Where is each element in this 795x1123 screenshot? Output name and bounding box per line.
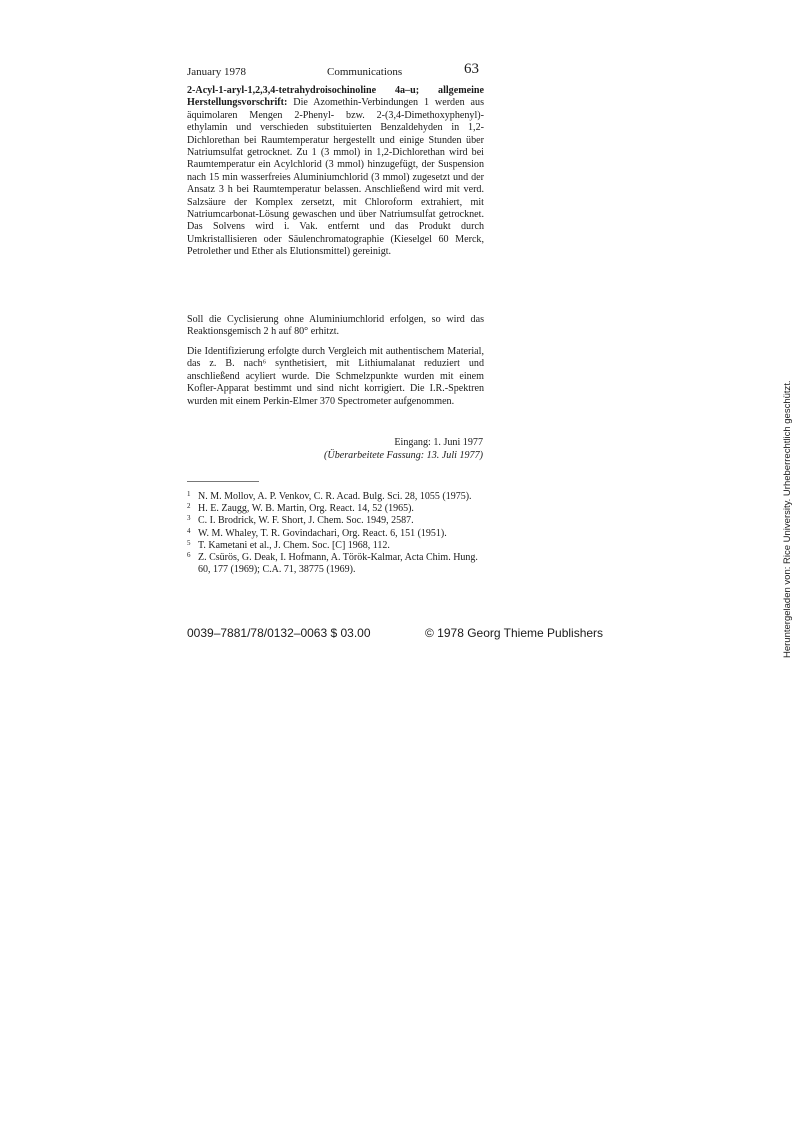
reference-list — [187, 491, 487, 576]
procedure-section — [187, 85, 484, 259]
page-header — [187, 63, 479, 79]
received-dates — [187, 437, 483, 462]
paragraph-2: Soll die Cyclisierung ohne Aluminiumchlorid erfolgen, so wird das Reaktionsgemisch 2 h auf 80° erhitzt. — [187, 314, 484, 338]
page-number: 63 — [464, 61, 479, 77]
footer-code: 0039–7881/78/0132–0063 $ 03.00 — [187, 626, 371, 640]
procedure-title: 2-Acyl-1-aryl-1,2,3,4-tetrahydroisochinoline 4a–u; allgemeine Herstellungsvorschrift: — [187, 85, 484, 109]
footnote-rule — [187, 481, 259, 482]
identification-paragraph — [187, 346, 484, 408]
reference-item: 1 N. M. Mollov, A. P. Venkov, C. R. Acad. Bulg. Sci. 28, 1055 (1975). — [187, 490, 472, 502]
header-date: January 1978 — [187, 66, 246, 78]
reference-item: 3 C. I. Brodrick, W. F. Short, J. Chem. Soc. 1949, 2587. — [187, 514, 414, 527]
download-notice-text: Heruntergeladen von: Rice University. Urheberrechtlich geschützt. — [782, 380, 793, 658]
reference-item: 5 T. Kametani et al., J. Chem. Soc. [C] 1968, 112. — [187, 538, 390, 551]
header-journal: Communications — [327, 66, 403, 78]
cyclisation-paragraph — [187, 314, 484, 339]
received-line: Eingang: 1. Juni 1977 — [394, 437, 483, 448]
reference-item: 2 H. E. Zaugg, W. B. Martin, Org. React. 14, 52 (1965). — [187, 502, 414, 515]
footer-copyright: © 1978 Georg Thieme Publishers — [425, 626, 604, 640]
reference-item: 4 W. M. Whaley, T. R. Govindachari, Org. React. 6, 151 (1951). — [187, 526, 447, 539]
download-notice — [782, 380, 795, 658]
paragraph-3: Die Identifizierung erfolgte durch Vergleich mit authentischem Material, das z. B. nach⁶ synthetisiert, mit Lithiumalanat reduziert und anschließend acyliert wurde. Die Schmelzpunkte wurden mit einem Kofler-Apparat bestimmt und sind nicht korrigiert. Die I.R.-Spektren wurden mit einem Perkin-Elmer 370 Spectrometer aufgenommen. — [187, 346, 484, 407]
reference-item: 6 Z. Csürös, G. Deak, I. Hofmann, A. Török-Kalmar, Acta Chim. Hung. 60, 177 (1969); C.A. 71, 38775 (1969). — [187, 551, 478, 576]
procedure-text: Die Azomethin-Verbindungen 1 werden aus äquimolaren Mengen 2-Phenyl- bzw. 2-(3,4-Dimethoxyphenyl)-ethylamin und verschieden substituierten Benzaldehyden in 1,2-Dichlorethan bei Raumtemperatur hergestellt und einige Stunden über Natriumsulfat getrocknet. Zu 1 (3 mmol) in 1,2-Dichlorethan wird bei Raumtemperatur ein Acylchlorid (3 mmol) hinzugefügt, der Suspension nach 15 min wasserfreies Aluminiumchlorid (3 mmol) zugesetzt und der Ansatz 3 h bei Raumtemperatur belassen. Anschließend wird mit verd. Salzsäure der Komplex zersetzt, mit Chloroform extrahiert, mit Natriumcarbonat-Lösung gewaschen und über Natriumsulfat getrocknet. Das Solvens wird i. Vak. entfernt und das Produkt durch Umkristallisieren oder Säulenchromatographie (Kieselgel 60 Merck, Petrolether und Ether als Elutionsmittel) gereinigt. — [187, 97, 484, 258]
revised-line: (Überarbeitete Fassung: 13. Juli 1977) — [324, 449, 483, 461]
